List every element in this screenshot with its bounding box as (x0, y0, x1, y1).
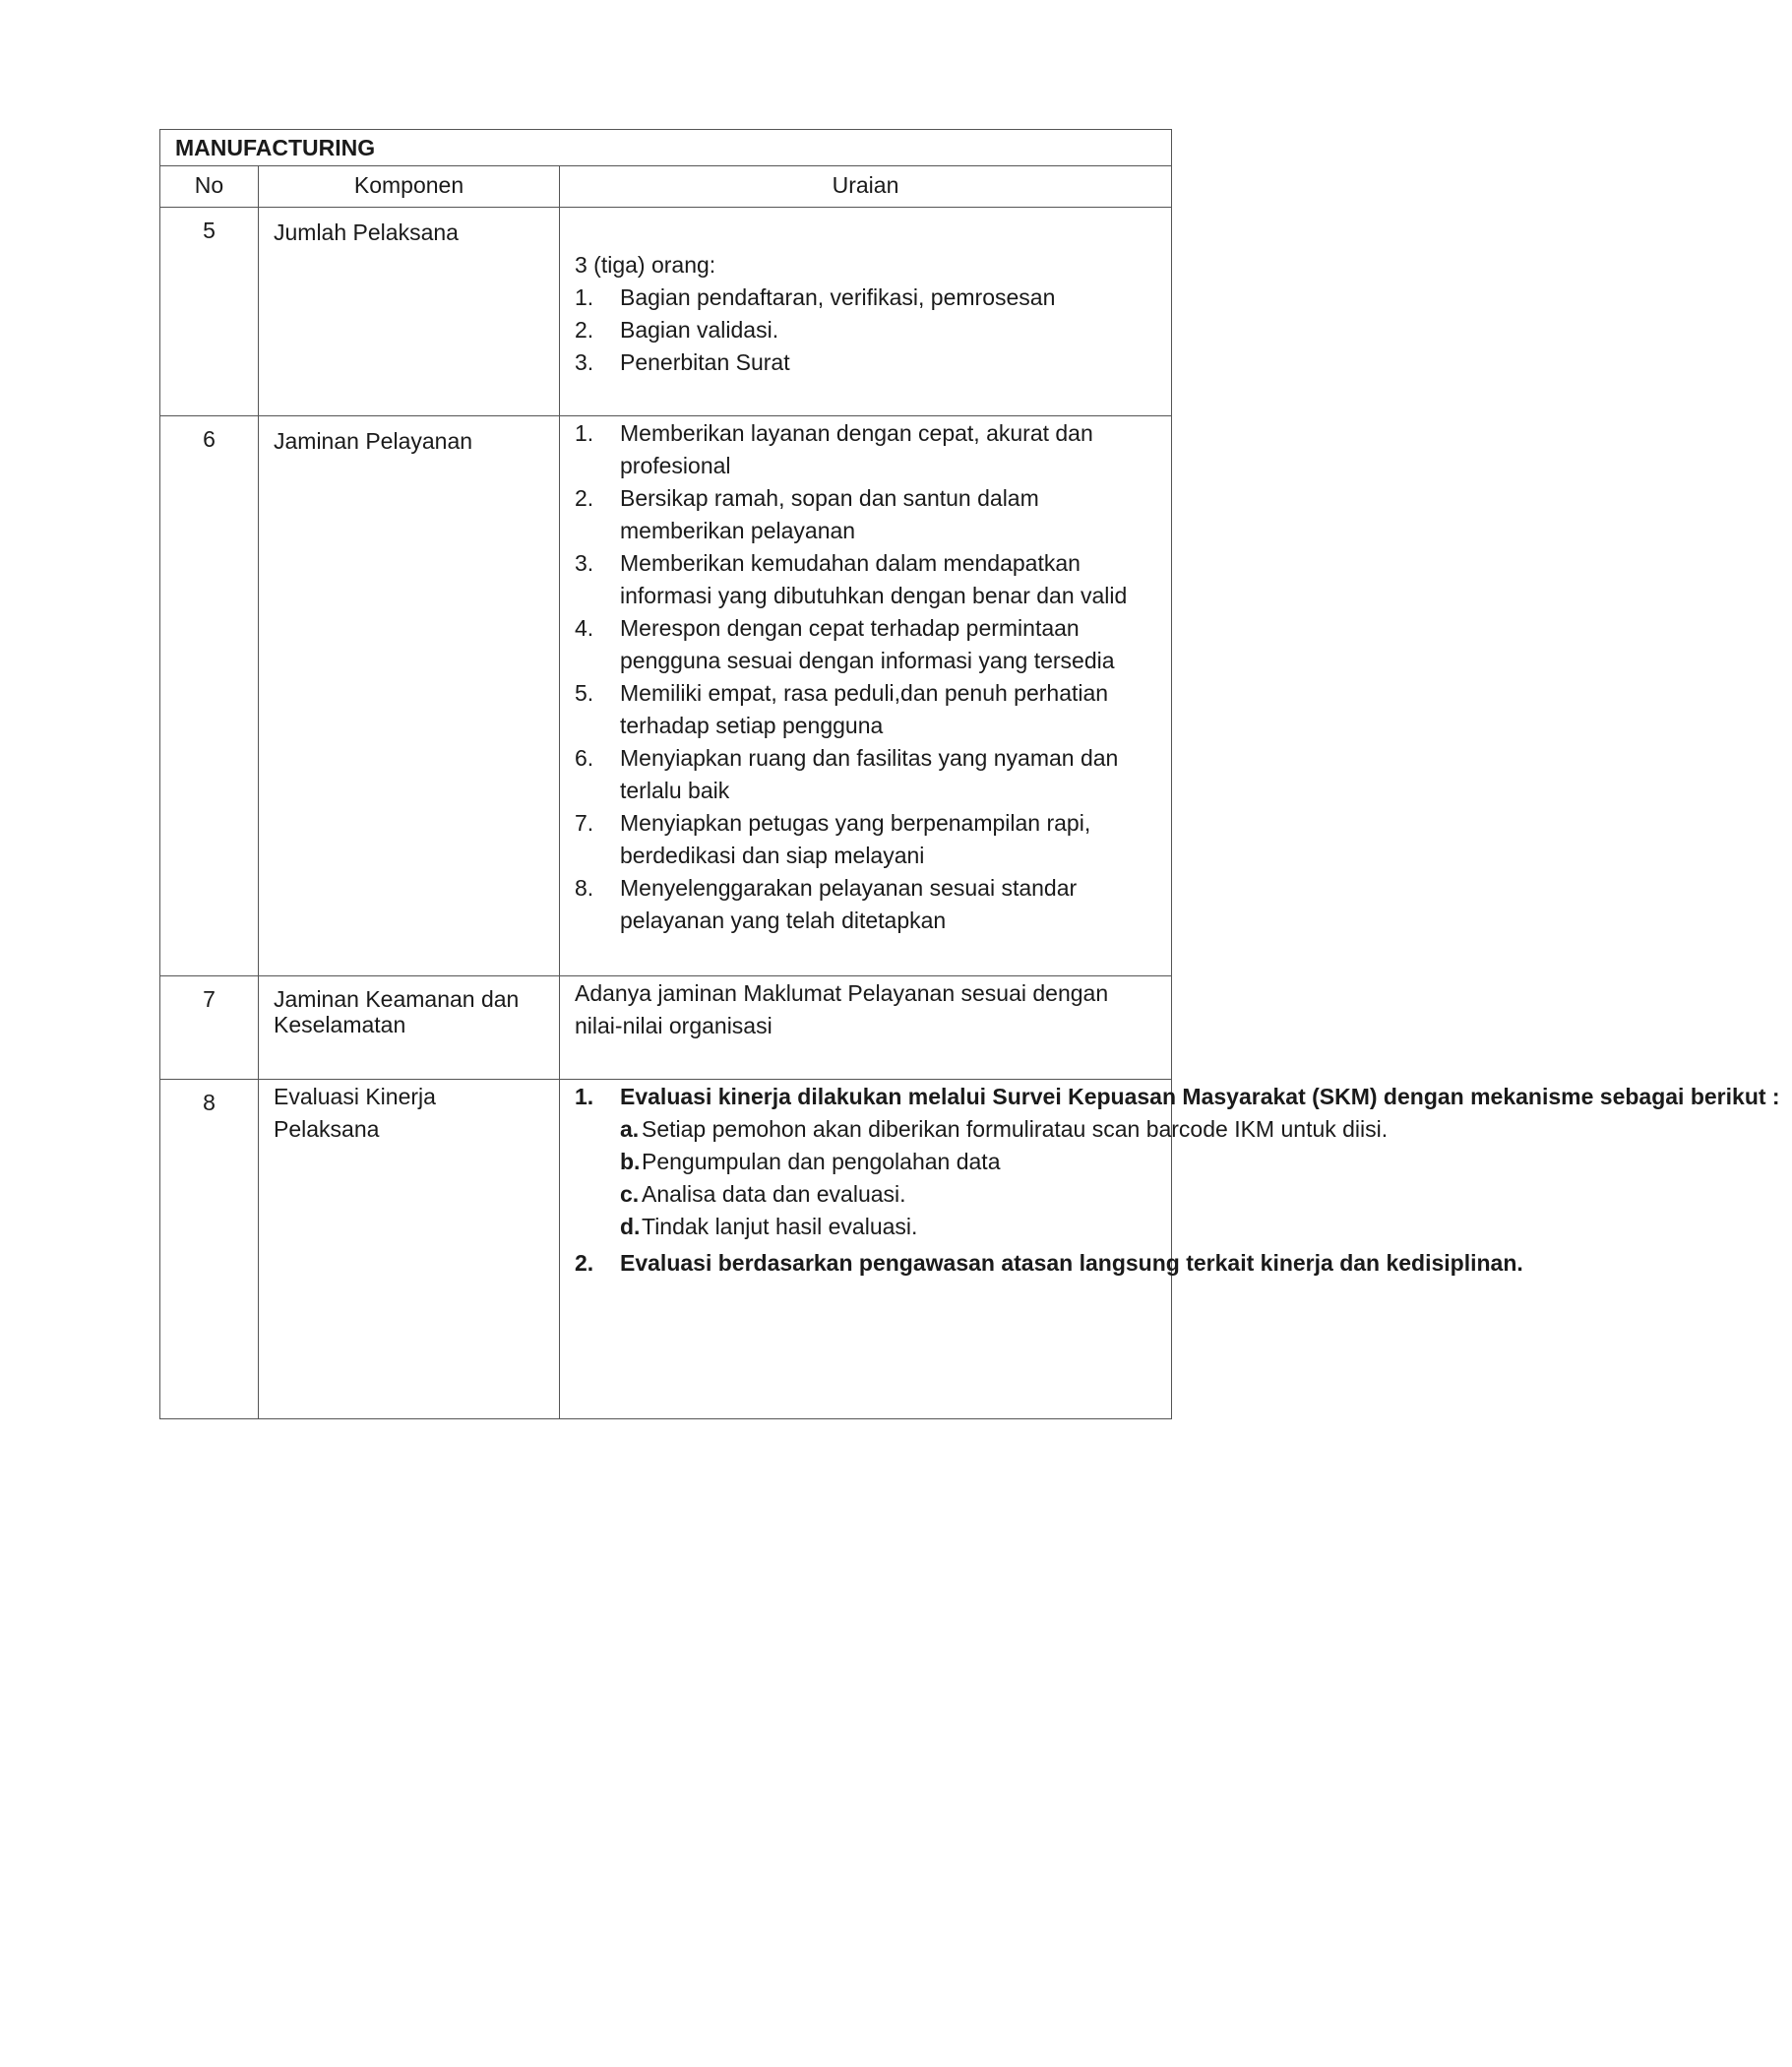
row-number: 6 (160, 416, 259, 976)
evaluation-list (575, 1081, 1780, 1280)
sub-list-item: d. Tindak lanjut hasil evaluasi. (620, 1214, 918, 1239)
list-item: 1. Bagian pendaftaran, verifikasi, pemrosesan (575, 284, 1056, 310)
header-uraian: Uraian (560, 166, 1172, 208)
table-header-row (160, 166, 1172, 208)
row-uraian: Adanya jaminan Maklumat Pelayanan sesuai dengan nilai-nilai organisasi (560, 976, 1172, 1080)
uraian-list (575, 417, 1171, 937)
header-no: No (160, 166, 259, 208)
list-item: 2. Bersikap ramah, sopan dan santun dalam memberikan pelayanan (575, 485, 1039, 543)
list-item: 1. Evaluasi kinerja dilakukan melalui Survei Kepuasan Masyarakat (SKM) dengan mekanisme sebagai berikut : a. Setiap pemohon akan diberikan formuliratau scan barcode IKM untuk diisi. b. Pengumpulan dan pengolahan data c. Analisa data dan evaluasi. d. Tindak lanjut hasil evaluasi. (575, 1081, 1171, 1243)
table-title: MANUFACTURING (160, 130, 1172, 166)
row-uraian (560, 208, 1172, 416)
service-standard-table (159, 129, 1780, 1419)
list-item: 3. Penerbitan Surat (575, 349, 790, 375)
list-item: 2. Bagian validasi. (575, 317, 779, 343)
sub-list-item: b. Pengumpulan dan pengolahan data (620, 1149, 1001, 1174)
table-row (160, 1080, 1172, 1419)
table-title-row (160, 130, 1172, 166)
sub-list-item: a. Setiap pemohon akan diberikan formuliratau scan barcode IKM untuk diisi. (620, 1116, 1389, 1142)
row-uraian (560, 1080, 1780, 1419)
table-row (160, 208, 1172, 416)
row-komponen: Jaminan Keamanan dan Keselamatan (259, 976, 560, 1080)
row-number: 5 (160, 208, 259, 416)
list-item: 2. Evaluasi berdasarkan pengawasan atasan langsung terkait kinerja dan kedisiplinan. (575, 1250, 1523, 1276)
list-item: 7. Menyiapkan petugas yang berpenampilan rapi, berdedikasi dan siap melayani (575, 810, 1091, 868)
list-item: 1. Memberikan layanan dengan cepat, akurat dan profesional (575, 420, 1093, 478)
sub-list-item: c. Analisa data dan evaluasi. (620, 1181, 906, 1207)
row-uraian (560, 416, 1172, 976)
row-komponen: Jaminan Pelayanan (259, 416, 560, 976)
uraian-list (575, 282, 1171, 379)
row-komponen: Jumlah Pelaksana (259, 208, 560, 416)
table-row (160, 416, 1172, 976)
uraian-intro: 3 (tiga) orang: (575, 252, 716, 278)
list-item: 4. Merespon dengan cepat terhadap permintaan pengguna sesuai dengan informasi yang tersedia (575, 615, 1115, 673)
header-komponen: Komponen (259, 166, 560, 208)
list-item: 6. Menyiapkan ruang dan fasilitas yang nyaman dan terlalu baik (575, 745, 1119, 803)
row-komponen: Evaluasi Kinerja Pelaksana (259, 1080, 560, 1419)
table-row (160, 976, 1172, 1080)
list-item: 3. Memberikan kemudahan dalam mendapatkan informasi yang dibutuhkan dengan benar dan valid (575, 550, 1128, 608)
row-number: 8 (160, 1080, 259, 1419)
row-number: 7 (160, 976, 259, 1080)
list-item: 8. Menyelenggarakan pelayanan sesuai standar pelayanan yang telah ditetapkan (575, 875, 1078, 933)
list-item: 5. Memiliki empat, rasa peduli,dan penuh perhatian terhadap setiap pengguna (575, 680, 1109, 738)
